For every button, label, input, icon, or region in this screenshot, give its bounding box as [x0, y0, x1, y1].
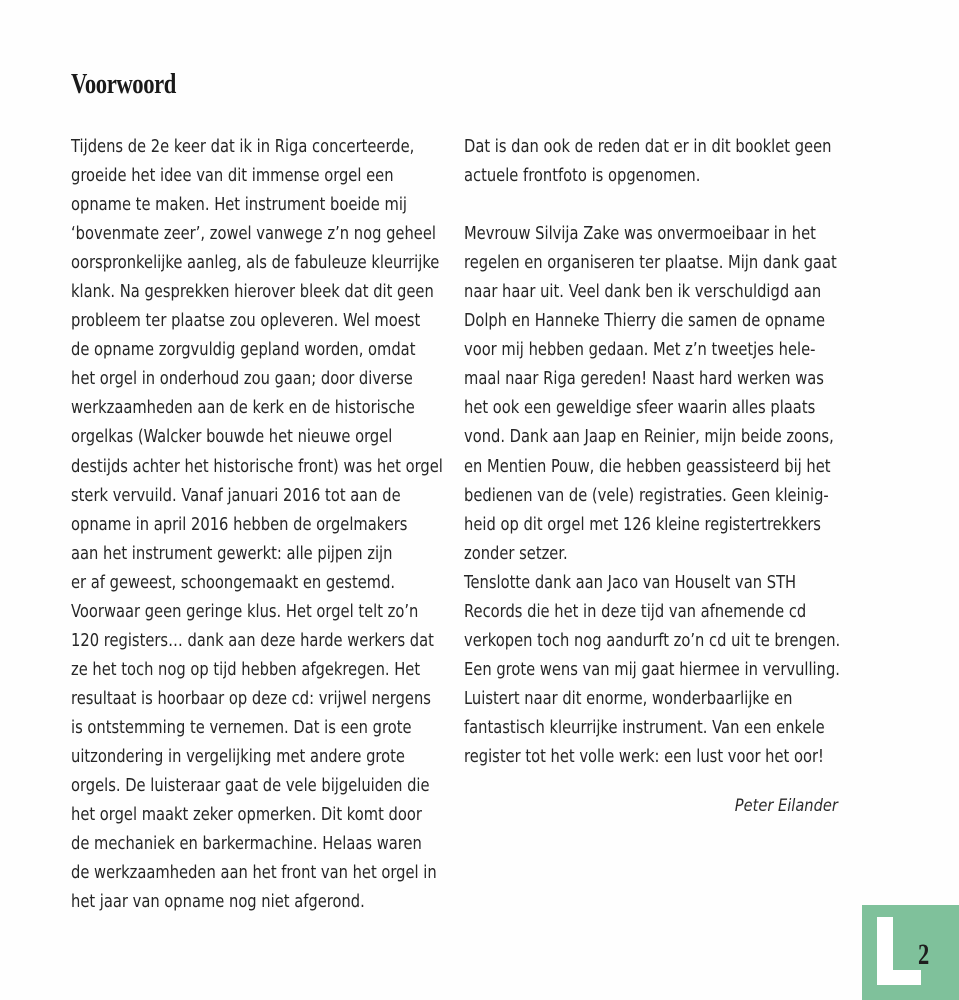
text-line: 120 registers… dank aan deze harde werkers dat: [71, 630, 434, 651]
text-line: de werkzaamheden aan het front van het orgel in: [71, 863, 437, 884]
text-line: uitzondering in vergelijking met andere grote: [71, 746, 405, 767]
text-line: Een grote wens van mij gaat hiermee in vervulling.: [464, 659, 840, 680]
letter-l-logo-icon: [877, 917, 921, 985]
text-line: klank. Na gesprekken hierover bleek dat dit geen: [71, 282, 434, 303]
text-line: regelen en organiseren ter plaatse. Mijn dank gaat: [464, 253, 837, 274]
text-line: het orgel maakt zeker opmerken. Dit komt door: [71, 805, 422, 826]
text-line: de mechaniek en barkermachine. Helaas waren: [71, 834, 422, 855]
text-line: Records die het in deze tijd van afnemende cd: [464, 601, 807, 622]
text-line: aan het instrument gewerkt: alle pijpen zijn: [71, 543, 393, 564]
text-line: de opname zorgvuldig gepland worden, omdat: [71, 340, 416, 361]
text-line: ze het toch nog op tijd hebben afgekregen. Het: [71, 659, 421, 680]
text-line: verkopen toch nog aandurft zo’n cd uit te brengen.: [464, 630, 841, 651]
text-line: en Mentien Pouw, die hebben geassisteerd bij het: [464, 456, 831, 477]
text-line: is ontstemming te vernemen. Dat is een grote: [71, 717, 412, 738]
text-line: het ook een geweldige sfeer waarin alles plaats: [464, 398, 816, 419]
text-line: werkzaamheden aan de kerk en de historische: [71, 398, 415, 419]
page-number: 2: [918, 938, 930, 971]
text-line: voor mij hebben gedaan. Met z’n tweetjes hele-: [464, 340, 816, 361]
text-line: maal naar Riga gereden! Naast hard werken was: [464, 369, 824, 390]
text-line: bedienen van de (vele) registraties. Geen kleinig-: [464, 485, 829, 506]
text-line: destijds achter het historische front) was het orgel: [71, 456, 443, 477]
text-line: Mevrouw Silvija Zake was onvermoeibaar in het: [464, 224, 816, 245]
text-line: actuele frontfoto is opgenomen.: [464, 166, 701, 187]
text-line: opname te maken. Het instrument boeide mij: [71, 195, 408, 216]
text-line: het jaar van opname nog niet afgerond.: [71, 892, 365, 913]
text-line: er af geweest, schoongemaakt en gestemd.: [71, 572, 396, 593]
text-line: probleem ter plaatse zou opleveren. Wel moest: [71, 311, 421, 332]
text-line: Luistert naar dit enorme, wonderbaarlijke en: [464, 688, 793, 709]
page-title: Voorwoord: [71, 68, 176, 100]
text-line: sterk vervuild. Vanaf januari 2016 tot aan de: [71, 485, 401, 506]
left-text-column: [71, 133, 521, 917]
right-text-column: [464, 133, 904, 772]
text-line: vond. Dank aan Jaap en Reinier, mijn beide zoons,: [464, 427, 834, 448]
text-line: opname in april 2016 hebben de orgelmakers: [71, 514, 408, 535]
text-line: zonder setzer.: [464, 543, 568, 564]
text-line: ‘bovenmate zeer’, zowel vanwege z’n nog geheel: [71, 224, 436, 245]
paragraph-gap: [464, 191, 904, 220]
text-line: orgels. De luisteraar gaat de vele bijgeluiden die: [71, 776, 430, 797]
text-line: fantastisch kleurrijke instrument. Van een enkele: [464, 717, 825, 738]
text-line: Tenslotte dank aan Jaco van Houselt van STH: [464, 572, 797, 593]
text-line: Dolph en Hanneke Thierry die samen de opname: [464, 311, 826, 332]
text-line: register tot het volle werk: een lust voor het oor!: [464, 746, 824, 767]
text-line: resultaat is hoorbaar op deze cd: vrijwel nergens: [71, 688, 431, 709]
text-line: het orgel in onderhoud zou gaan; door diverse: [71, 369, 413, 390]
text-line: orgelkas (Walcker bouwde het nieuwe orgel: [71, 427, 393, 448]
text-line: Tijdens de 2e keer dat ik in Riga concerteerde,: [71, 137, 415, 157]
text-line: groeide het idee van dit immense orgel een: [71, 166, 394, 187]
text-line: Dat is dan ook de reden dat er in dit booklet geen: [464, 137, 832, 157]
text-line: naar haar uit. Veel dank ben ik verschuldigd aan: [464, 282, 822, 303]
text-line: oorspronkelijke aanleg, als de fabuleuze kleurrijke: [71, 253, 440, 274]
signature: Peter Eilander: [734, 796, 838, 816]
text-line: Voorwaar geen geringe klus. Het orgel telt zo’n: [71, 601, 419, 622]
text-line: heid op dit orgel met 126 kleine registertrekkers: [464, 514, 821, 535]
